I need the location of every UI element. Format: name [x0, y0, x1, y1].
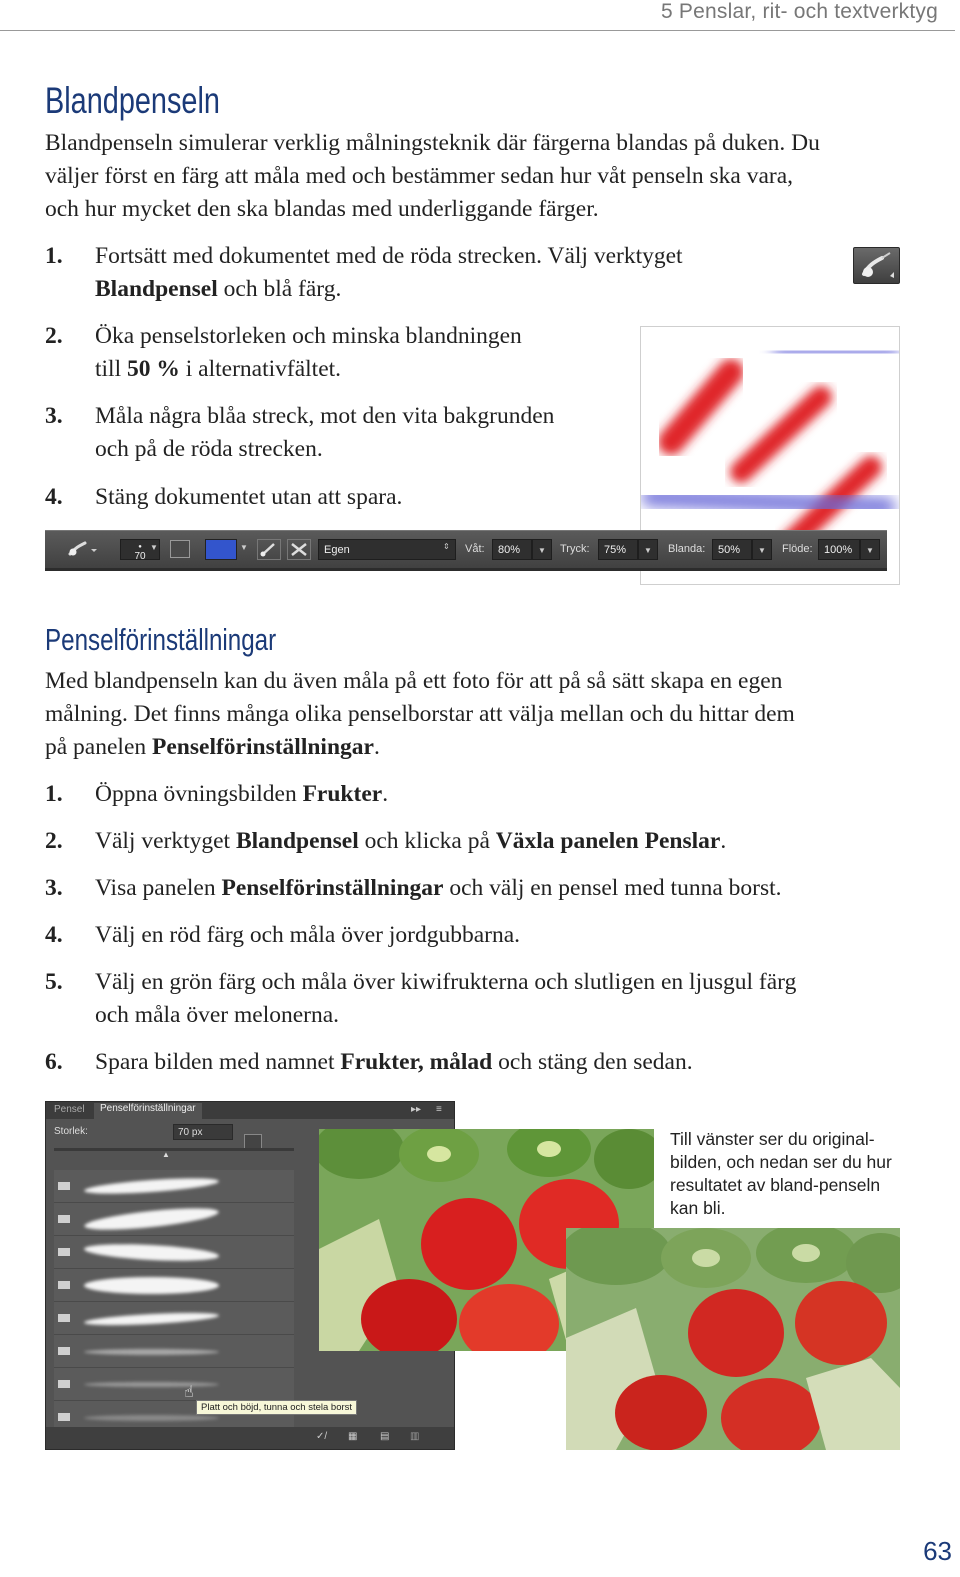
flow-dropdown[interactable]: ▼	[860, 539, 880, 560]
brush-stroke-preview	[84, 1204, 220, 1234]
brush-combo-select[interactable]: Egen	[318, 539, 456, 560]
blend-label: Blanda:	[668, 543, 706, 555]
size-slider[interactable]	[54, 1148, 294, 1159]
painted-fruit-photo	[566, 1228, 900, 1450]
chevron-down-icon[interactable]: ▼	[150, 543, 158, 552]
brush-type-icon	[58, 1281, 70, 1289]
step-text: Spara bilden med namnet Frukter, målad och stäng den sedan.	[95, 1049, 693, 1075]
brush-stroke-preview	[84, 1310, 219, 1327]
grid-icon[interactable]: ▦	[348, 1431, 358, 1442]
tab-pensel[interactable]: Pensel	[54, 1104, 85, 1115]
step-text: Öka penselstorleken och minska blandningen till 50 % i alternativfältet.	[95, 323, 522, 382]
section-title-blandpenseln: Blandpenseln	[45, 80, 220, 121]
brush-size-value: 70	[134, 551, 146, 562]
blend-field[interactable]: 50%	[712, 539, 752, 560]
panel-footer	[46, 1427, 455, 1449]
panel-tab-bar	[46, 1102, 455, 1119]
step-number: 3.	[45, 403, 63, 429]
step-number: 2.	[45, 828, 63, 854]
wet-label: Våt:	[465, 543, 485, 555]
step-text: Stäng dokumentet utan att spara.	[95, 484, 403, 510]
step-text: Välj en röd färg och måla över jordgubbarna.	[95, 922, 521, 948]
step-number: 1.	[45, 781, 63, 807]
brush-preset-item[interactable]	[54, 1203, 294, 1236]
brush-stroke-preview	[84, 1382, 219, 1387]
section-title-penselforinstallningar: Penselförinställningar	[45, 622, 277, 657]
mixer-brush-icon	[853, 247, 900, 284]
stepper-icon: ⇕	[443, 542, 450, 551]
pressure-dropdown[interactable]: ▼	[638, 539, 658, 560]
header-divider	[0, 30, 955, 31]
intro-line: och hur mycket den ska blandas med underliggande färger.	[45, 196, 599, 222]
tab-penselforinstallningar[interactable]: Penselförinställningar	[94, 1103, 202, 1119]
options-bar	[45, 530, 887, 568]
new-preset-icon[interactable]: ▤	[380, 1431, 390, 1442]
brush-preset-item[interactable]	[54, 1170, 294, 1203]
step-number: 4.	[45, 922, 63, 948]
wet-dropdown[interactable]: ▼	[532, 539, 552, 560]
brush-type-icon	[58, 1347, 70, 1355]
pressure-label: Tryck:	[560, 543, 590, 555]
intro-line: väljer först en färg att måla med och bestämmer sedan hur våt penseln ska vara,	[45, 163, 794, 189]
photo-caption: Till vänster ser du original-bilden, och nedan ser du hur resultatet av bland-penseln kan bli.	[670, 1129, 892, 1218]
brush-preset-item[interactable]	[54, 1302, 294, 1335]
size-field[interactable]: 70 px	[173, 1124, 233, 1140]
chevron-down-icon[interactable]: ▼	[240, 543, 248, 552]
brush-panel-toggle-icon[interactable]	[170, 540, 190, 558]
brush-stroke-preview	[84, 1277, 219, 1294]
step-text: Välj en grön färg och måla över kiwifrukterna och slutligen en ljusgul färg och måla över melonerna.	[95, 969, 797, 1028]
brush-preset-item[interactable]	[54, 1368, 294, 1401]
clean-brush-icon[interactable]	[287, 539, 311, 560]
slider-handle-icon[interactable]: ▲	[162, 1150, 170, 1159]
panel-collapse-icon[interactable]: ▸▸	[411, 1104, 422, 1115]
brush-preset-item[interactable]	[54, 1236, 294, 1269]
wet-field[interactable]: 80%	[492, 539, 532, 560]
step-number: 2.	[45, 323, 63, 349]
step-text: Öppna övningsbilden Frukter.	[95, 781, 389, 807]
brush-type-icon	[58, 1248, 70, 1256]
step-text: Välj verktyget Blandpensel och klicka på Växla panelen Penslar.	[95, 828, 727, 854]
flow-label: Flöde:	[782, 543, 813, 555]
brush-stroke-preview	[84, 1415, 219, 1421]
section2-intro: Med blandpenseln kan du även måla på ett foto för att på så sätt skapa en egen målning. Det finns många olika penselborstar att välja mellan och du hittar dem på panelen Penselförinställningar.	[45, 668, 795, 760]
brush-tooltip: Platt och böjd, tunna och stela borst	[196, 1400, 357, 1415]
brush-stroke-preview	[84, 1175, 220, 1196]
size-label: Storlek:	[54, 1126, 88, 1137]
intro-paragraph	[45, 127, 820, 226]
trash-icon[interactable]: ▥	[410, 1431, 420, 1442]
mixer-brush-tool-icon[interactable]	[67, 540, 97, 561]
step-number: 1.	[45, 243, 63, 269]
step-number: 3.	[45, 875, 63, 901]
pressure-field[interactable]: 75%	[598, 539, 638, 560]
brush-stroke-preview	[84, 1241, 220, 1263]
flow-field[interactable]: 100%	[818, 539, 860, 560]
brush-type-icon	[58, 1380, 70, 1388]
step-number: 6.	[45, 1049, 63, 1075]
brush-type-icon	[58, 1314, 70, 1322]
step-number: 4.	[45, 484, 63, 510]
running-head: 5 Penslar, rit- och textverktyg	[661, 0, 938, 23]
brush-type-icon	[58, 1182, 70, 1190]
brush-preset-item[interactable]	[54, 1269, 294, 1302]
hand-cursor-icon: ☝	[184, 1384, 194, 1401]
step-text: Fortsätt med dokumentet med de röda strecken. Välj verktyget Blandpensel och blå färg.	[95, 243, 683, 302]
page-number: 63	[923, 1536, 952, 1566]
step-number: 5.	[45, 969, 63, 995]
brush-preset-item[interactable]	[54, 1335, 294, 1368]
blend-dropdown[interactable]: ▼	[752, 539, 772, 560]
step-text: Visa panelen Penselförinställningar och välj en pensel med tunna borst.	[95, 875, 782, 901]
panel-menu-icon[interactable]: ≡	[436, 1104, 442, 1115]
step-text: Måla några blåa streck, mot den vita bakgrunden och på de röda strecken.	[95, 403, 555, 462]
brush-type-icon	[58, 1413, 70, 1421]
color-swatch[interactable]	[205, 539, 237, 560]
brush-stroke-preview	[84, 1349, 219, 1355]
intro-line: Blandpenseln simulerar verklig målningsteknik där färgerna blandas på duken. Du	[45, 130, 820, 156]
brush-type-icon	[58, 1215, 70, 1223]
toggle-brush-icon[interactable]: ✓/	[316, 1431, 328, 1442]
brush-size-picker[interactable]: ● 70	[120, 539, 160, 560]
load-brush-icon[interactable]	[257, 539, 281, 560]
